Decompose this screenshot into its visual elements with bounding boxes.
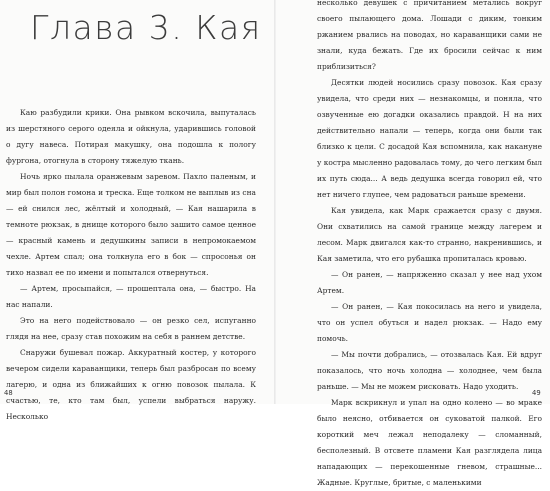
right-page-text — [317, 0, 542, 491]
paragraph: Это на него подействовало — он резко сел, испуганно глядя на нее, сразу став похожим на себя в раннем детстве. — [6, 316, 256, 341]
paragraph: Снаружи бушевал пожар. Аккуратный костер, у которого вечером сидели караванщики, теперь был разбросан по всему лагерю, и одна из ближайших к огню повозок пылала. К счастью, те, кто там был, успели выбраться наружу. Несколько — [6, 348, 256, 421]
paragraph: Кая увидела, как Марк сражается сразу с двумя. Они схватились на самой границе между лагерем и лесом. Марк двигался как-то странно, накренившись, и Кая заметила, что его рубашка пропиталась кровью. — [317, 206, 542, 263]
paragraph: Марк вскрикнул и упал на одно колено — во мраке было неясно, отбивается он сукoватой палкой. Его короткий меч лежал неподалеку — сломанный, бесполезный. В отсвете пламени Кая разглядела лица нападающих — перекошенные гневом, страшные... Жадные. Круглые, бритые, с маленькими — [317, 398, 542, 487]
paragraph: Десятки людей носились сразу повозок. Кая сразу увидела, что среди них — незнакомцы, и поняла, что озвученные ею догадки оказались правдой. Н на них действительно напали — теперь, когда они были так близко к цели. С досадой Кая вспомнила, как накануне у костра мысленно радовалась тому, до чего легким был их путь сюда... А ведь дедушка всегда говорил ей, что нет ничего глупее, чем радоваться раньше времени. — [317, 78, 542, 199]
paragraph: Каю разбудили крики. Она рывком вскочила, выпуталась из шерстяного серого одеяла и ойкнула, ударившись головой о дугу навеса. Потирая макушку, она подошла к пологу фургона, отогнула в сторону тяжелую ткань. — [6, 108, 256, 165]
left-page — [0, 0, 275, 421]
paragraph: несколько девушек с причитанием метались вокруг своего пылающего дома. Лошади с диким, тонким ржанием рвались на поводах, но караванщики сами не знали, куда бежать. Где их бросили сейчас к ним приблизиться? — [317, 0, 542, 71]
paragraph: Ночь ярко пылала оранжевым заревом. Пахло паленым, и мир был полон гомона и треска. Еще толком не выплыв из сна — ей снился лес, жёлтый и холодный, — Кая нашарила в темноте рюкзак, в днище которого было зашито самое ценное — красный камень и дедушкины записи в непромокаемом чехле. Артем спал; она толкнула его в бок — спросонья он тихо назвал ее по имени и попытался отвернуться. — [6, 172, 256, 277]
paragraph: — Он ранен, — напряженно сказал у нее над ухом Артем. — [317, 270, 542, 295]
left-page-text — [6, 105, 256, 425]
page-number-left: 48 — [4, 389, 13, 397]
chapter-title: Глава 3. Кая — [30, 8, 262, 47]
paragraph: — Артем, просыпайся, — прошептала она, — быстро. На нас напали. — [6, 284, 256, 309]
page-number-right: 49 — [532, 389, 541, 397]
right-page — [275, 0, 550, 487]
paragraph: — Мы почти добрались, — отозвалась Кая. Ей вдруг показалось, что ночь холодна — холоднее, чем была раньше. — Мы не можем рисковать. Надо уходить. — [317, 350, 542, 391]
paragraph: — Он ранен, — Кая покосилась на него и увидела, что он успел обуться и надел рюкзак. — Надо ему помочь. — [317, 302, 542, 343]
